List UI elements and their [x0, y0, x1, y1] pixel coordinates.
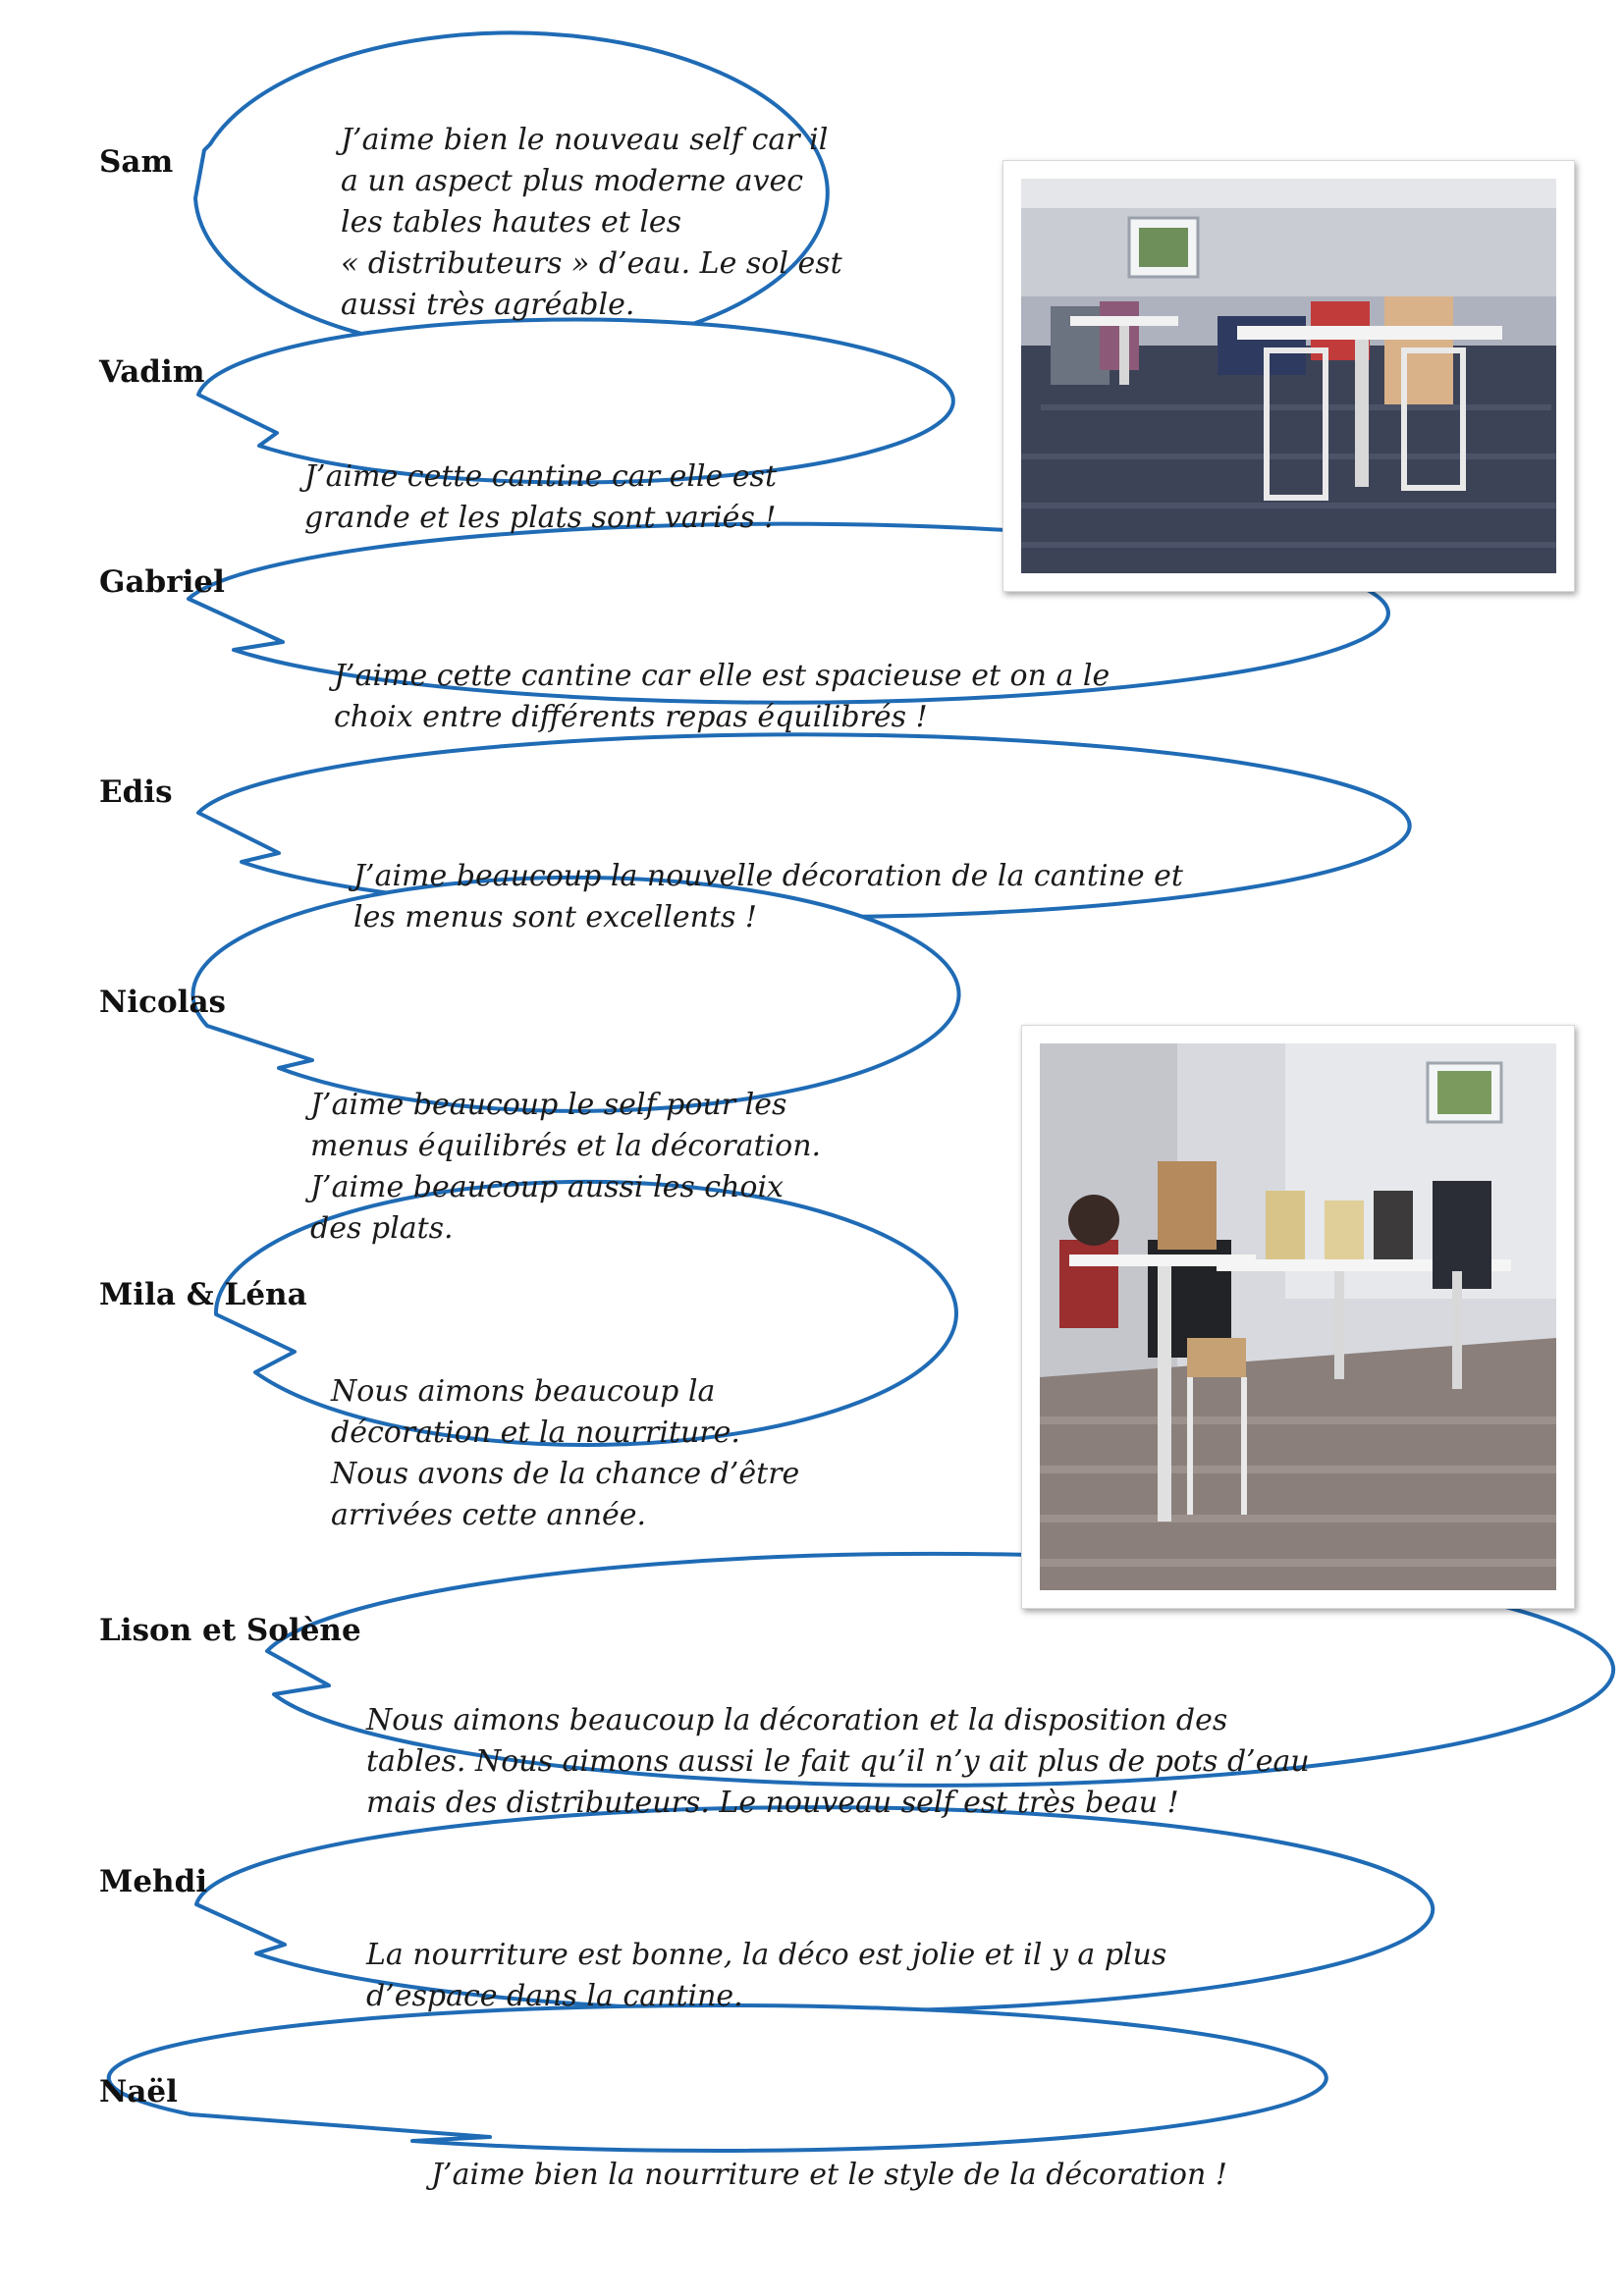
quote-text-sam: J’aime bien le nouveau self car il a un aspect plus moderne avec les tables hautes et les « distributeurs » d’eau. Le sol est aussi très agréable. [341, 123, 842, 322]
quote-text-vadim: J’aime cette cantine car elle est grande et les plats sont variés ! [304, 459, 778, 535]
quote-text-lison-solene: Nous aimons beaucoup la décoration et la disposition des tables. Nous aimons aussi le fait qu’il n’y ait plus de pots d’eau mais des distributeurs. Le nouveau self est très beau ! [366, 1703, 1310, 1820]
cafeteria-photo-2 [1021, 1025, 1575, 1609]
quote-text-mila-lena: Nous aimons beaucoup la décoration et la nourriture. Nous avons de la chance d’être arrivées cette année. [331, 1374, 800, 1532]
speaker-name-nicolas: Nicolas [99, 985, 226, 1020]
quote-text-mehdi: La nourriture est bonne, la déco est jolie et il y a plus d’espace dans la cantine. [366, 1938, 1167, 2013]
speaker-name-gabriel: Gabriel [99, 564, 225, 600]
cafeteria-photo-1 [1002, 160, 1575, 592]
speech-bubble-nael [109, 2005, 1326, 2151]
speaker-name-sam: Sam [99, 144, 174, 180]
speaker-name-mila-lena: Mila & Léna [99, 1277, 307, 1312]
cafeteria-photo-2-image [1040, 1043, 1556, 1590]
quote-text-edis: J’aime beaucoup la nouvelle décoration de la cantine et les menus sont excellents ! [353, 859, 1183, 934]
speaker-name-vadim: Vadim [99, 354, 205, 390]
quote-text-nael: J’aime bien la nourriture et le style de la décoration ! [431, 2158, 1227, 2192]
speaker-name-mehdi: Mehdi [99, 1864, 208, 1899]
speaker-name-lison-solene: Lison et Solène [99, 1613, 361, 1648]
speaker-name-edis: Edis [99, 774, 173, 810]
quote-text-gabriel: J’aime cette cantine car elle est spacieuse et on a le choix entre différents repas équilibrés ! [334, 659, 1110, 734]
cafeteria-photo-1-image [1021, 179, 1556, 573]
quote-text-nicolas: J’aime beaucoup le self pour les menus équilibrés et la décoration. J’aime beaucoup aussi les choix des plats. [310, 1088, 822, 1246]
speaker-name-nael: Naël [99, 2074, 178, 2109]
